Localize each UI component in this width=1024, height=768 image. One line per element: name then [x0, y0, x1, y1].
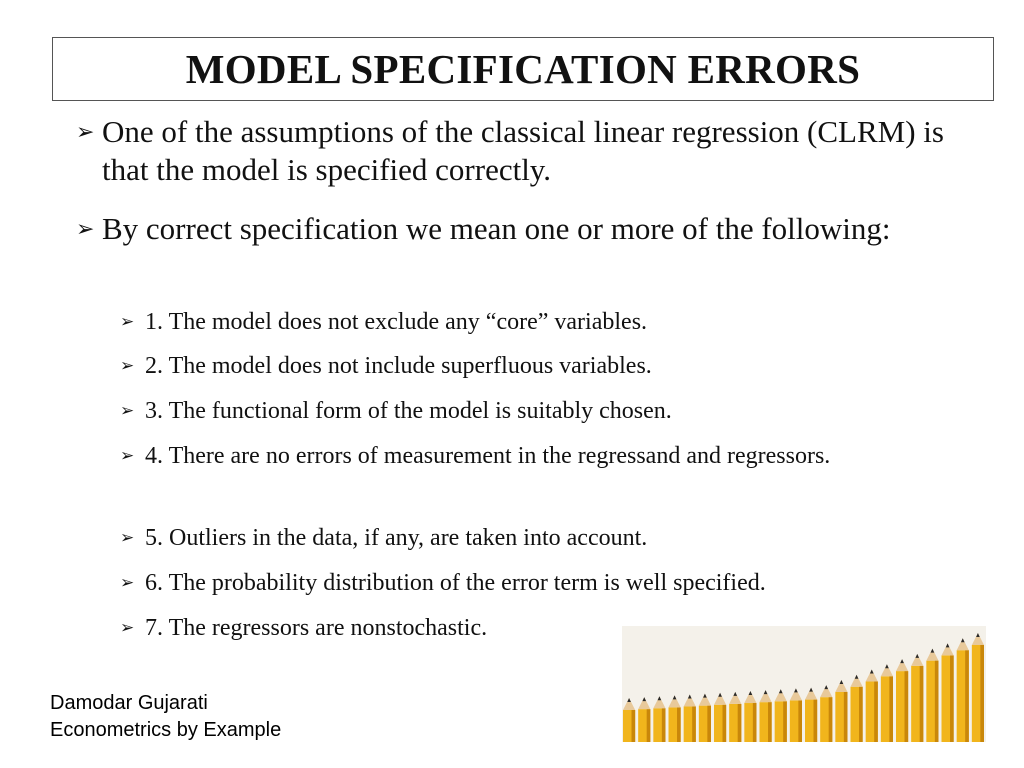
pencil	[684, 695, 696, 742]
sub-bullet-item	[120, 306, 980, 338]
sub-bullet-text: 6. The probability distribution of the error term is well specified.	[145, 570, 766, 596]
slide-title: MODEL SPECIFICATION ERRORS	[185, 46, 861, 92]
pencils-image	[622, 626, 986, 742]
pencil	[911, 654, 923, 742]
sub-bullet-item	[120, 567, 980, 599]
pencil	[669, 695, 681, 742]
bullet-item	[76, 113, 956, 189]
pencil	[653, 696, 665, 742]
arrow-bullet-icon: ➢	[120, 312, 135, 331]
pencil	[744, 691, 756, 742]
sub-bullet-item	[120, 440, 920, 472]
pencil	[805, 688, 817, 742]
pencil	[972, 633, 984, 742]
pencils-graphic	[622, 626, 986, 742]
pencil	[790, 688, 802, 742]
pencil	[866, 670, 878, 742]
book-title: Econometrics by Example	[50, 719, 282, 741]
footer-credit	[50, 690, 281, 744]
pencil	[881, 664, 893, 742]
sub-bullet-text: 1. The model does not exclude any “core” variables.	[145, 309, 648, 335]
sub-bullet-text: 4. There are no errors of measurement in the regressand and regressors.	[145, 443, 831, 469]
pencil	[835, 680, 847, 742]
sub-bullet-text: 5. Outliers in the data, if any, are taken into account.	[145, 525, 648, 551]
pencil	[926, 649, 938, 742]
sub-bullet-item	[120, 350, 980, 382]
sub-bullet-item	[120, 395, 980, 427]
sub-bullet-text: 3. The functional form of the model is suitably chosen.	[145, 398, 672, 424]
pencil	[942, 643, 954, 742]
arrow-bullet-icon: ➢	[120, 356, 135, 375]
pencil	[714, 693, 726, 742]
title-box	[52, 37, 994, 101]
pencil	[638, 697, 650, 742]
arrow-bullet-icon: ➢	[120, 401, 135, 420]
pencil	[623, 698, 635, 742]
sub-bullet-item	[120, 522, 980, 554]
pencil	[896, 659, 908, 742]
arrow-bullet-icon: ➢	[120, 446, 135, 465]
pencil	[957, 638, 969, 742]
arrow-bullet-icon: ➢	[76, 119, 95, 144]
pencil	[820, 685, 832, 742]
pencil	[851, 675, 863, 742]
arrow-bullet-icon: ➢	[120, 528, 135, 547]
sub-bullet-text: 2. The model does not include superfluous variables.	[145, 353, 652, 379]
bullet-text: One of the assumptions of the classical linear regression (CLRM) is that the model is specified correctly.	[102, 114, 944, 187]
pencil	[760, 690, 772, 742]
arrow-bullet-icon: ➢	[120, 573, 135, 592]
bullet-text: By correct specification we mean one or more of the following:	[102, 211, 891, 246]
pencil	[699, 694, 711, 742]
arrow-bullet-icon: ➢	[120, 618, 135, 637]
pencil	[729, 692, 741, 742]
arrow-bullet-icon: ➢	[76, 216, 95, 241]
pencil	[775, 689, 787, 742]
bullet-item	[76, 210, 956, 248]
sub-bullet-text: 7. The regressors are nonstochastic.	[145, 615, 488, 641]
author-name: Damodar Gujarati	[50, 692, 208, 714]
